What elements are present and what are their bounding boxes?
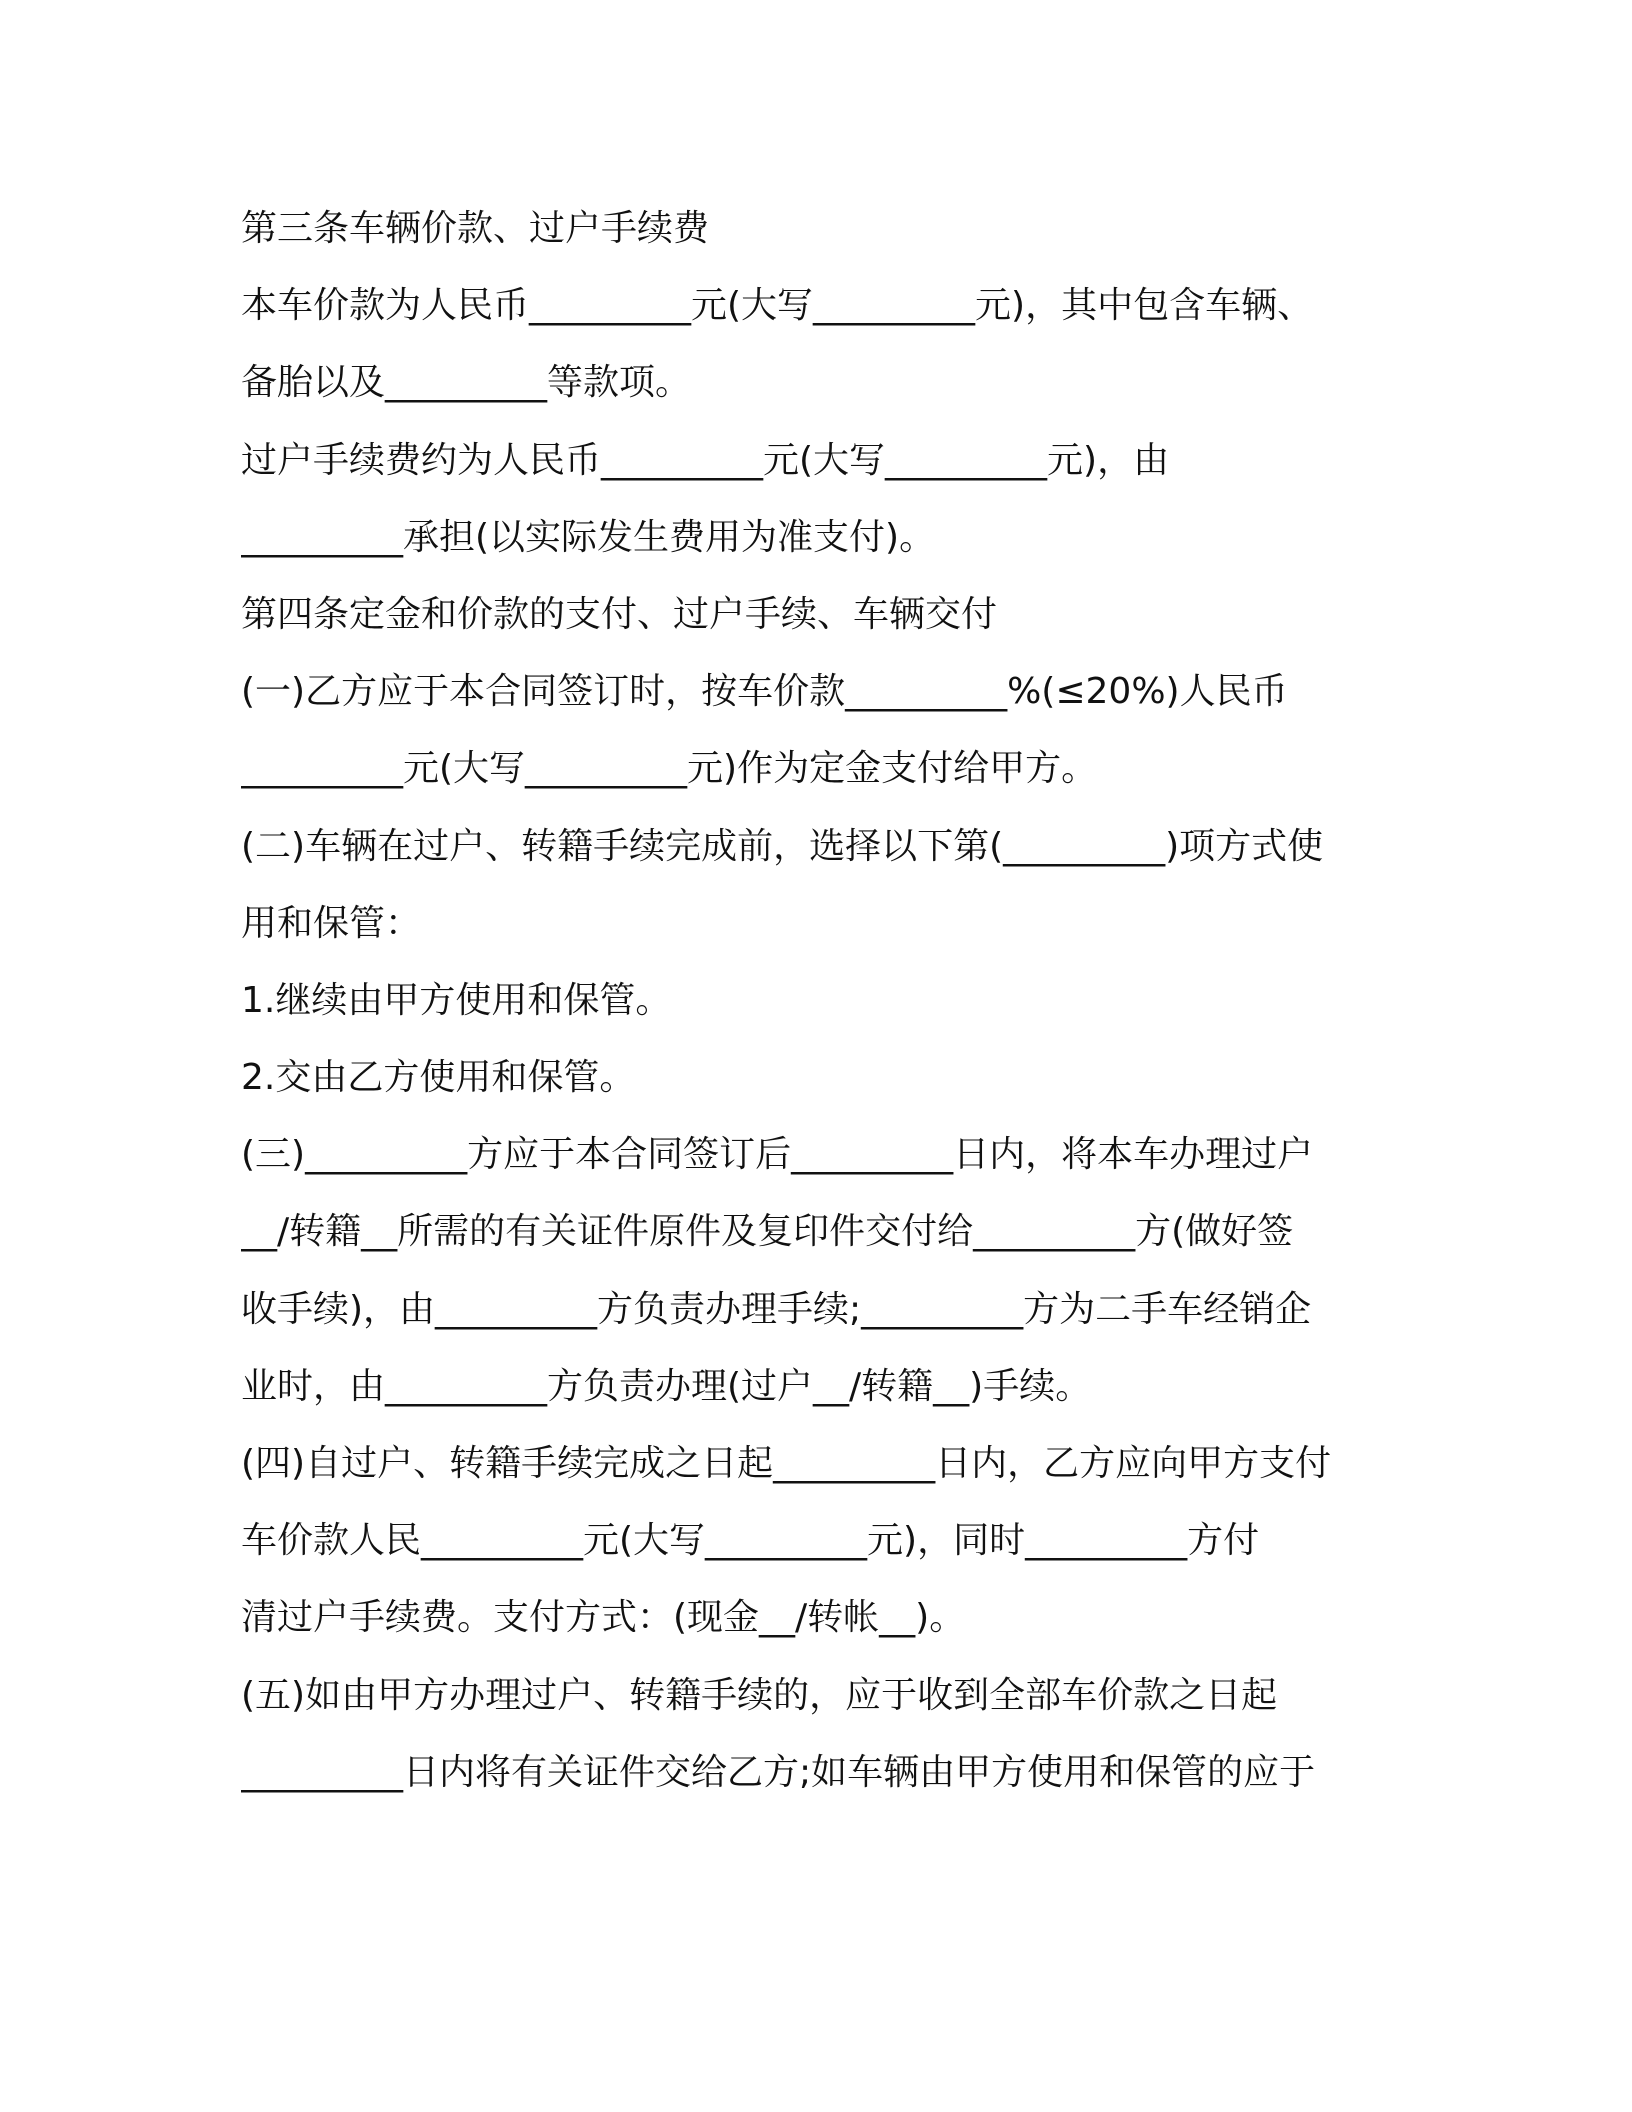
text-line: 备胎以及_________等款项。 bbox=[241, 362, 692, 404]
text-line: (四)自过户、转籍手续完成之日起_________日内，乙方应向甲方支付 bbox=[241, 1443, 1332, 1484]
list-item: 1.继续由甲方使用和保管。 bbox=[241, 979, 672, 1021]
contract-text bbox=[241, 190, 1401, 1811]
text-line: 业时，由_________方负责办理(过户__/转籍__)手续。 bbox=[241, 1365, 1092, 1407]
text-line: 收手续)，由_________方负责办理手续;_________方为二手车经销企 bbox=[241, 1288, 1312, 1330]
text-line: _________元(大写_________元)作为定金支付给甲方。 bbox=[241, 748, 1098, 790]
text-line: 车价款人民_________元(大写_________元)，同时_________方付 bbox=[241, 1520, 1260, 1562]
article-4-heading: 第四条定金和价款的支付、过户手续、车辆交付 bbox=[241, 593, 998, 635]
text-line: 本车价款为人民币_________元(大写_________元)，其中包含车辆、 bbox=[241, 285, 1314, 327]
text-line: (二)车辆在过户、转籍手续完成前，选择以下第(_________)项方式使 bbox=[241, 825, 1324, 867]
text-line: 用和保管： bbox=[241, 902, 422, 944]
text-line: _________日内将有关证件交给乙方;如车辆由甲方使用和保管的应于 bbox=[241, 1751, 1316, 1793]
list-item: 2.交由乙方使用和保管。 bbox=[241, 1057, 636, 1099]
text-line: (三)_________方应于本合同签订后_________日内，将本车办理过户 bbox=[241, 1134, 1314, 1176]
text-line: (五)如由甲方办理过户、转籍手续的，应于收到全部车价款之日起 bbox=[241, 1674, 1278, 1716]
text-line: __/转籍__所需的有关证件原件及复印件交付给_________方(做好签 bbox=[241, 1211, 1294, 1253]
text-line: (一)乙方应于本合同签订时，按车价款_________%(≤20%)人民币 bbox=[241, 671, 1288, 713]
text-line: _________承担(以实际发生费用为准支付)。 bbox=[241, 516, 936, 558]
article-3-heading: 第三条车辆价款、过户手续费 bbox=[241, 208, 710, 249]
text-line: 清过户手续费。支付方式：(现金__/转帐__)。 bbox=[241, 1597, 966, 1639]
text-line: 过户手续费约为人民币_________元(大写_________元)，由 bbox=[241, 439, 1170, 481]
